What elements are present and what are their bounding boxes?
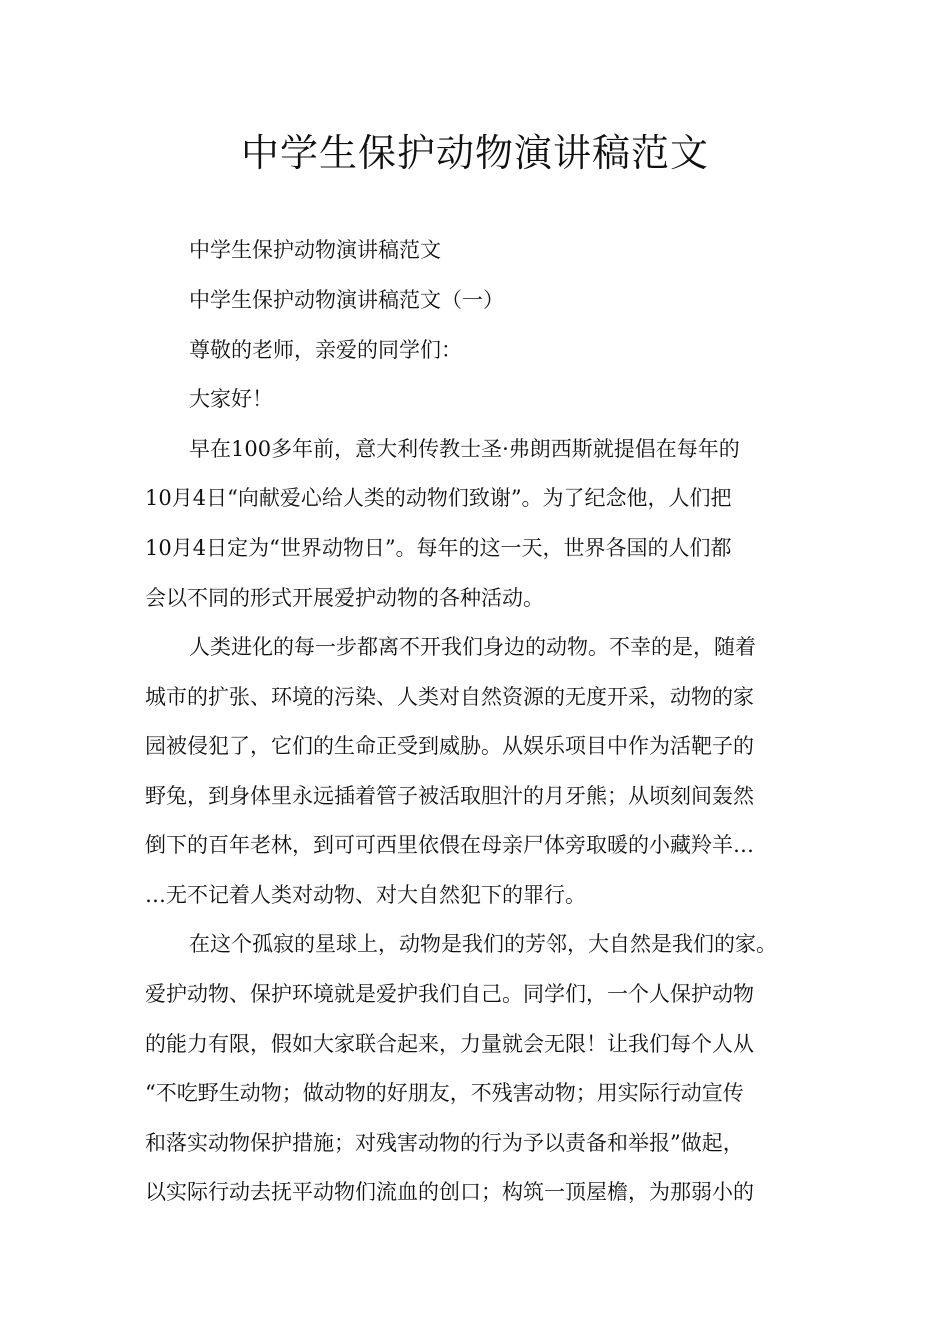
- paragraph-line: 在这个孤寂的星球上，动物是我们的芳邻，大自然是我们的家。: [189, 932, 777, 956]
- paragraph-line: 倒下的百年老林，到可可西里依偎在母亲尸体旁取暖的小藏羚羊…: [145, 833, 754, 857]
- paragraph-line: 早在100多年前，意大利传教士圣·弗朗西斯就提倡在每年的: [189, 437, 740, 461]
- paragraph-line: 人类进化的每一步都离不开我们身边的动物。不幸的是，随着: [189, 635, 756, 659]
- document-title: 中学生保护动物演讲稿范文: [240, 131, 709, 175]
- paragraph-line: 以实际行动去抚平动物们流血的创口；构筑一顶屋檐，为那弱小的: [145, 1180, 754, 1204]
- paragraph-line: 和落实动物保护措施；对残害动物的行为予以责备和举报”做起，: [145, 1131, 744, 1155]
- paragraph-line: …无不记着人类对动物、对大自然犯下的罪行。: [145, 883, 586, 907]
- paragraph-line: 城市的扩张、环境的污染、人类对自然资源的无度开采，动物的家: [145, 685, 754, 709]
- paragraph-line: 园被侵犯了，它们的生命正受到威胁。从娱乐项目中作为活靶子的: [145, 734, 754, 758]
- paragraph-line: 的能力有限，假如大家联合起来，力量就会无限！让我们每个人从: [145, 1032, 754, 1056]
- paragraph-line: “不吃野生动物；做动物的好朋友，不残害动物；用实际行动宣传: [145, 1081, 744, 1105]
- paragraph-line: 大家好！: [189, 387, 273, 411]
- paragraph-line: 野兔，到身体里永远插着管子被活取胆汁的月牙熊；从顷刻间轰然: [145, 784, 754, 808]
- paragraph-line: 10月4日“向献爱心给人类的动物们致谢”。为了纪念他，人们把: [145, 486, 732, 510]
- paragraph-line: 中学生保护动物演讲稿范文: [189, 238, 441, 262]
- paragraph-line: 尊敬的老师，亲爱的同学们：: [189, 338, 462, 362]
- paragraph-line: 10月4日定为“世界动物日”。每年的这一天，世界各国的人们都: [145, 536, 732, 560]
- paragraph-line: 会以不同的形式开展爱护动物的各种活动。: [145, 586, 544, 610]
- paragraph-line: 中学生保护动物演讲稿范文（一）: [189, 288, 504, 312]
- paragraph-line: 爱护动物、保护环境就是爱护我们自己。同学们，一个人保护动物: [145, 982, 754, 1006]
